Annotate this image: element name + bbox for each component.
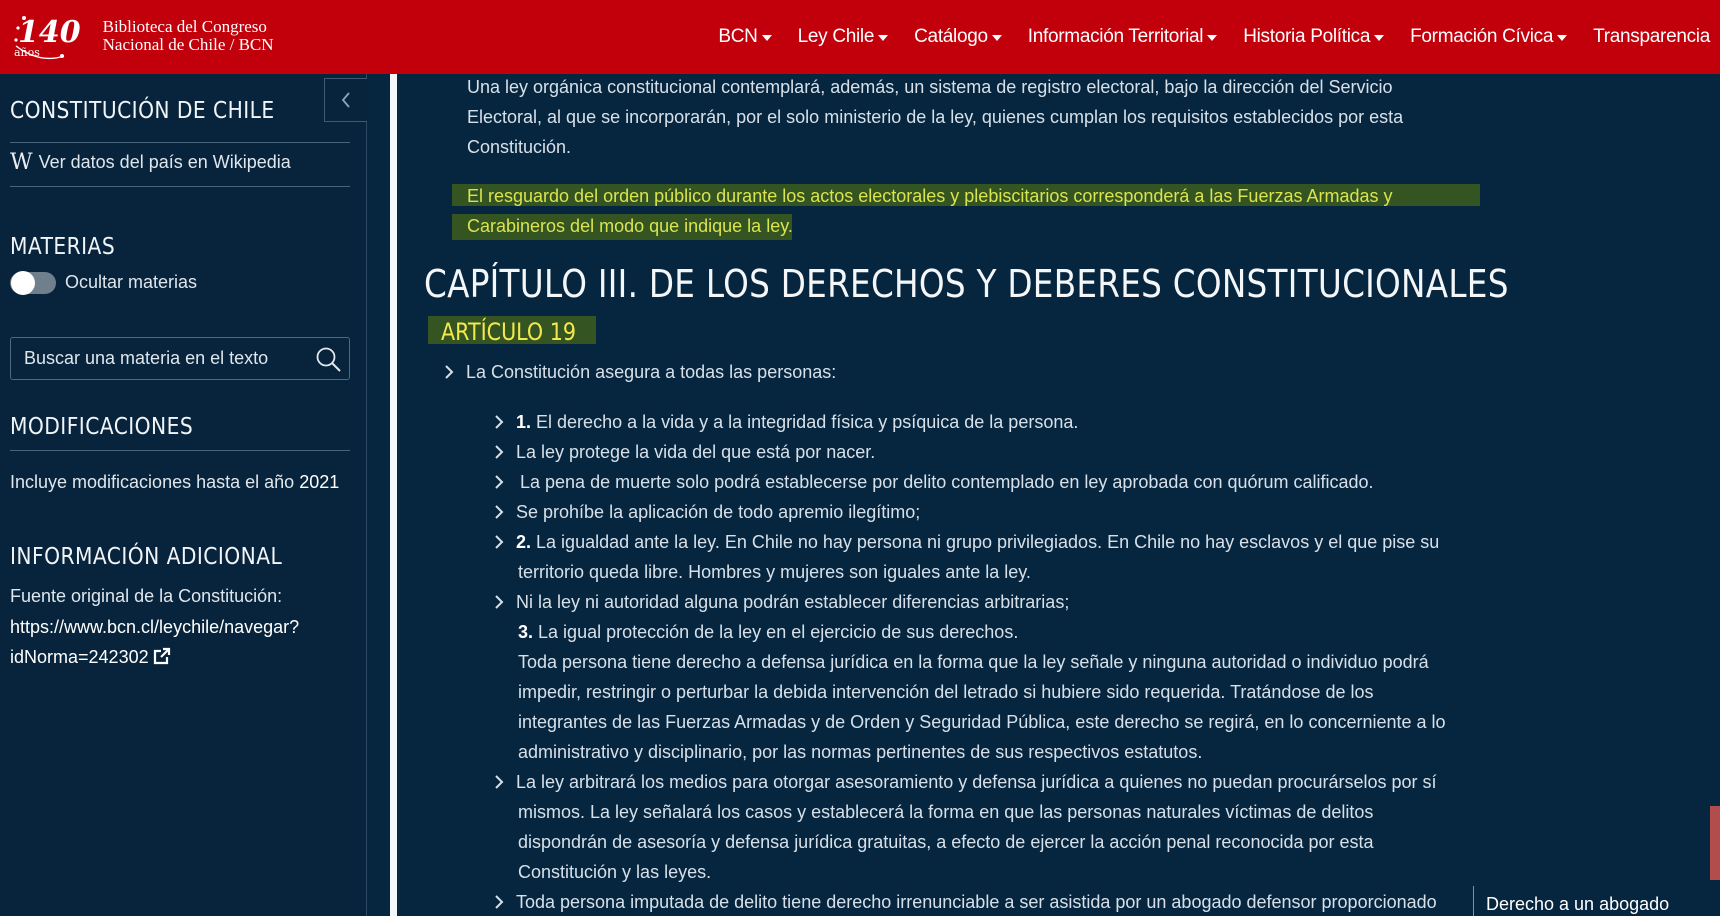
search-icon[interactable]: [315, 346, 343, 374]
item-line: administrativo y disciplinario, por las normas pertinentes de sus respectivos estatutos.: [518, 742, 1203, 762]
nav-ley-chile-label: Ley Chile: [797, 26, 875, 47]
paragraph-orden-publico: [467, 181, 1447, 241]
nav-informacion-territorial[interactable]: [1028, 26, 1217, 48]
nav-formacion-civica[interactable]: [1410, 26, 1567, 48]
modificaciones-year: 2021: [299, 472, 340, 492]
chevron-right-icon[interactable]: [494, 534, 504, 550]
nav-ley-chile[interactable]: [798, 26, 889, 48]
nav-bcn[interactable]: [718, 26, 771, 48]
chevron-right-icon[interactable]: [494, 444, 504, 460]
item-line: impedir, restringir o perturbar la debida intervención del letrado si hubiere sido requerida. Tratándose de los: [518, 682, 1374, 702]
wikipedia-icon: W: [10, 150, 33, 175]
logo-line1: Biblioteca del Congreso: [102, 17, 267, 36]
caret-down-icon: [992, 35, 1002, 41]
main-nav: [692, 0, 1710, 74]
list-item: Ni la ley ni autoridad alguna podrán establecer diferencias arbitrarias;: [516, 592, 1070, 612]
para2-line2: Carabineros del modo que indique la ley.: [467, 216, 793, 236]
nav-catalogo[interactable]: [914, 26, 1002, 48]
chevron-right-icon[interactable]: [494, 894, 504, 910]
search-input[interactable]: [11, 338, 311, 379]
list-item: [516, 767, 1447, 887]
item-line: [516, 527, 1447, 557]
caret-down-icon: [1207, 35, 1217, 41]
nav-historia-politica[interactable]: [1243, 26, 1384, 48]
nav-transparencia[interactable]: [1593, 26, 1710, 48]
nav-transparencia-label: Transparencia: [1593, 26, 1710, 47]
source-link-line1: https://www.bcn.cl/leychile/navegar?: [10, 617, 300, 637]
sidebar: [0, 74, 367, 916]
item-text: El derecho a la vida y a la integridad física y psíquica de la persona.: [536, 412, 1079, 432]
top-header: [0, 0, 1720, 74]
chevron-left-icon: [339, 90, 353, 110]
wikipedia-link[interactable]: [10, 150, 291, 175]
chevron-right-icon[interactable]: [494, 504, 504, 520]
source-link-line2-wrap: [10, 642, 340, 672]
source-link-line2: idNorma=242302: [10, 647, 149, 667]
item-number: 2.: [516, 532, 532, 552]
external-link-icon: [153, 647, 171, 665]
content-left-border: [390, 74, 397, 916]
article-intro: La Constitución asegura a todas las personas:: [466, 362, 837, 382]
ocultar-materias-toggle[interactable]: [10, 272, 56, 294]
nav-historia-politica-label: Historia Política: [1243, 26, 1371, 47]
logo-number: 140: [18, 15, 81, 50]
divider: [10, 142, 350, 143]
chevron-right-icon[interactable]: [494, 414, 504, 430]
nav-bcn-label: BCN: [718, 26, 758, 47]
chevron-right-icon[interactable]: [444, 364, 454, 380]
para1-line2: Electoral, al que se incorporarán, por el solo ministerio de la ley, quienes cumplan los requisitos establecidos por esta: [467, 107, 1404, 127]
caret-down-icon: [1374, 35, 1384, 41]
para1-line3: Constitución.: [467, 137, 572, 157]
modificaciones-title: MODIFICACIONES: [10, 414, 194, 440]
caret-down-icon: [762, 35, 772, 41]
info-adicional-title: INFORMACIÓN ADICIONAL: [10, 544, 283, 570]
divider: [10, 450, 350, 451]
item-text: La igualdad ante la ley. En Chile no hay persona ni grupo privilegiados. En Chile no hay esclavos y el que pise su: [536, 532, 1440, 552]
item-line: [518, 617, 1447, 647]
divider: [10, 186, 350, 187]
item-line: territorio queda libre. Hombres y mujeres son iguales ante la ley.: [518, 562, 1031, 582]
item-line: integrantes de las Fuerzas Armadas y de Orden y Seguridad Pública, este derecho se regirá, en lo concerniente a lo: [518, 712, 1446, 732]
list-item: La ley protege la vida del que está por nacer.: [516, 442, 876, 462]
logo-text: [103, 18, 274, 54]
materias-title: MATERIAS: [10, 234, 116, 260]
info-text: Fuente original de la Constitución:: [10, 586, 283, 606]
nav-catalogo-label: Catálogo: [914, 26, 988, 47]
item-line: dispondrán de asesoría y defensa jurídica gratuitas, a efecto de ejercer la acción penal reconocida por esta: [518, 832, 1374, 852]
paragraph-registro-electoral: [467, 72, 1447, 162]
list-item: La pena de muerte solo podrá establecerse por delito contemplado en ley aprobada con quórum calificado.: [520, 472, 1374, 492]
item-number: 3.: [518, 622, 534, 642]
item-line: Constitución y las leyes.: [518, 862, 712, 882]
list-item: [516, 527, 1447, 587]
caret-down-icon: [878, 35, 888, 41]
wikipedia-link-label: Ver datos del país en Wikipedia: [38, 152, 291, 172]
logo-line2: Nacional de Chile / BCN: [102, 35, 274, 54]
logo-anos: años: [14, 46, 40, 59]
chevron-right-icon[interactable]: [494, 774, 504, 790]
side-scroll-tab[interactable]: [1710, 806, 1720, 880]
list-item: Se prohíbe la aplicación de todo apremio ilegítimo;: [516, 502, 921, 522]
toggle-knob: [11, 271, 35, 295]
constitution-title: CONSTITUCIÓN DE CHILE: [10, 98, 275, 124]
materia-label[interactable]: Derecho a un abogado: [1486, 894, 1670, 914]
item-line: Toda persona tiene derecho a defensa jurídica en la forma que la ley señale y ninguna autoridad o individuo podrá: [518, 652, 1429, 672]
para2-line1: El resguardo del orden público durante los actos electorales y plebiscitarios corresponderá a las Fuerzas Armadas y: [467, 186, 1393, 206]
nav-formacion-civica-label: Formación Cívica: [1410, 26, 1554, 47]
search-box: [10, 337, 350, 380]
nav-informacion-territorial-label: Información Territorial: [1027, 26, 1204, 47]
list-item: [516, 407, 1078, 437]
item-line: La ley arbitrará los medios para otorgar asesoramiento y defensa jurídica a quienes no puedan procurárselos por sí: [516, 772, 1437, 792]
source-link[interactable]: [10, 612, 340, 672]
materia-marker-line: [1473, 886, 1474, 916]
caret-down-icon: [1557, 35, 1567, 41]
list-item: Toda persona imputada de delito tiene derecho irrenunciable a ser asistida por un abogado defensor proporcionado: [516, 892, 1437, 912]
collapse-sidebar-button[interactable]: [324, 78, 367, 122]
item-number: 1.: [516, 412, 532, 432]
chevron-right-icon[interactable]: [494, 474, 504, 490]
item-line: mismos. La ley señalará los casos y establecerá la forma en que las personas naturales víctimas de delitos: [518, 802, 1374, 822]
item-text: La igual protección de la ley en el ejercicio de sus derechos.: [538, 622, 1019, 642]
chevron-right-icon[interactable]: [494, 594, 504, 610]
modificaciones-label: Incluye modificaciones hasta el año: [10, 472, 295, 492]
modificaciones-text: [10, 472, 339, 493]
chapter-title: CAPÍTULO III. DE LOS DERECHOS Y DEBERES CONSTITUCIONALES: [424, 262, 1509, 306]
bcn-logo[interactable]: [8, 6, 274, 66]
toggle-label: Ocultar materias: [65, 272, 198, 292]
para1-line1: Una ley orgánica constitucional contemplará, además, un sistema de registro electoral, bajo la dirección del Servicio: [467, 77, 1393, 97]
list-item: [518, 617, 1447, 767]
article-title: ARTÍCULO 19: [441, 318, 577, 346]
